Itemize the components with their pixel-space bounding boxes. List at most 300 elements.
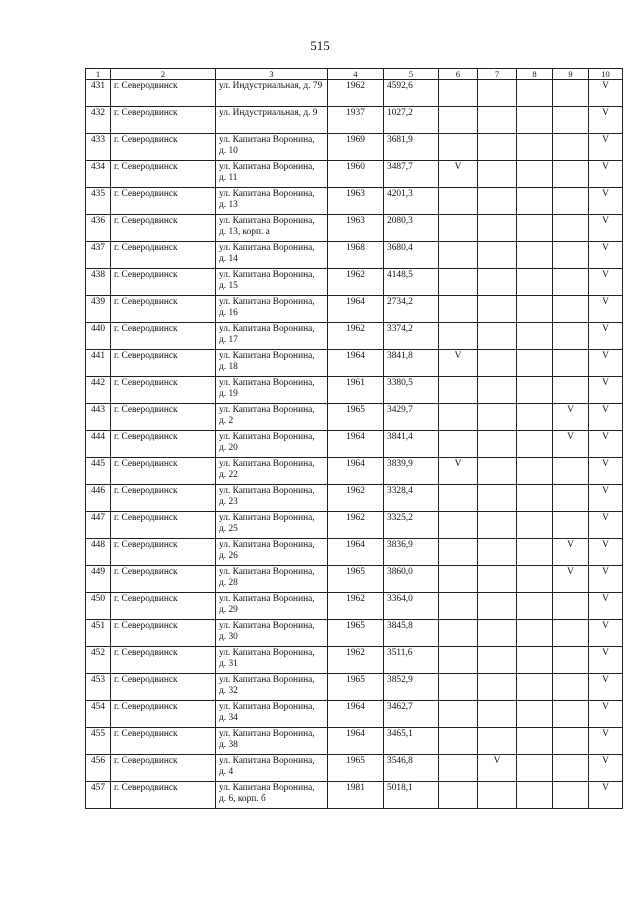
mark-col-6-cell [439,107,478,134]
mark-col-8-cell [517,674,553,701]
mark-col-7-cell [478,458,517,485]
area-cell: 3364,0 [384,593,439,620]
address-cell: ул. Капитана Воронина, д. 13 [216,188,328,215]
mark-col-6-cell [439,755,478,782]
city-cell: г. Северодвинск [111,404,216,431]
mark-col-10-cell: V [589,566,623,593]
mark-col-7-cell [478,296,517,323]
mark-col-9-cell: V [553,566,589,593]
mark-col-9-cell [553,242,589,269]
year-built-cell: 1963 [328,215,384,242]
city-cell: г. Северодвинск [111,296,216,323]
row-number-cell: 439 [86,296,111,323]
row-number-cell: 438 [86,269,111,296]
mark-col-6-cell: V [439,458,478,485]
mark-col-10-cell: V [589,620,623,647]
mark-col-10-cell: V [589,674,623,701]
area-cell: 3841,8 [384,350,439,377]
mark-col-8-cell [517,458,553,485]
area-cell: 3852,9 [384,674,439,701]
table-row [86,296,623,323]
area-cell: 3836,9 [384,539,439,566]
mark-col-9-cell [553,647,589,674]
mark-col-10-cell: V [589,242,623,269]
mark-col-9-cell: V [553,404,589,431]
address-cell: ул. Капитана Воронина, д. 34 [216,701,328,728]
address-cell: ул. Капитана Воронина, д. 26 [216,539,328,566]
mark-col-7-cell [478,107,517,134]
area-cell: 3429,7 [384,404,439,431]
row-number-cell: 449 [86,566,111,593]
mark-col-9-cell [553,674,589,701]
mark-col-7-cell [478,323,517,350]
year-built-cell: 1965 [328,620,384,647]
area-cell: 2080,3 [384,215,439,242]
year-built-cell: 1962 [328,647,384,674]
area-cell: 3680,4 [384,242,439,269]
column-header-5: 5 [384,69,439,80]
mark-col-8-cell [517,431,553,458]
city-cell: г. Северодвинск [111,782,216,809]
mark-col-10-cell: V [589,107,623,134]
city-cell: г. Северодвинск [111,377,216,404]
mark-col-7-cell [478,350,517,377]
row-number-cell: 447 [86,512,111,539]
year-built-cell: 1964 [328,458,384,485]
city-cell: г. Северодвинск [111,242,216,269]
row-number-cell: 451 [86,620,111,647]
mark-col-7-cell [478,431,517,458]
year-built-cell: 1960 [328,161,384,188]
mark-col-8-cell [517,134,553,161]
mark-col-10-cell: V [589,350,623,377]
mark-col-9-cell [553,728,589,755]
mark-col-7-cell [478,485,517,512]
address-cell: ул. Капитана Воронина, д. 38 [216,728,328,755]
year-built-cell: 1981 [328,782,384,809]
mark-col-6-cell [439,404,478,431]
address-cell: ул. Капитана Воронина, д. 17 [216,323,328,350]
mark-col-6-cell [439,431,478,458]
table-row [86,566,623,593]
mark-col-7-cell [478,242,517,269]
mark-col-7-cell [478,404,517,431]
mark-col-7-cell [478,188,517,215]
mark-col-9-cell: V [553,539,589,566]
table-row [86,620,623,647]
mark-col-6-cell [439,728,478,755]
row-number-cell: 435 [86,188,111,215]
table-row [86,593,623,620]
mark-col-7-cell [478,134,517,161]
table-row [86,485,623,512]
address-cell: ул. Капитана Воронина, д. 16 [216,296,328,323]
mark-col-8-cell [517,620,553,647]
city-cell: г. Северодвинск [111,215,216,242]
city-cell: г. Северодвинск [111,728,216,755]
mark-col-10-cell: V [589,377,623,404]
mark-col-10-cell: V [589,134,623,161]
address-cell: ул. Капитана Воронина, д. 22 [216,458,328,485]
row-number-cell: 442 [86,377,111,404]
row-number-cell: 452 [86,647,111,674]
address-cell: ул. Капитана Воронина, д. 20 [216,431,328,458]
row-number-cell: 440 [86,323,111,350]
mark-col-9-cell [553,296,589,323]
area-cell: 3546,8 [384,755,439,782]
mark-col-7-cell [478,377,517,404]
mark-col-9-cell [553,512,589,539]
mark-col-6-cell: V [439,161,478,188]
table-row [86,431,623,458]
mark-col-8-cell [517,512,553,539]
row-number-cell: 432 [86,107,111,134]
address-cell: ул. Капитана Воронина, д. 28 [216,566,328,593]
mark-col-10-cell: V [589,782,623,809]
mark-col-8-cell [517,728,553,755]
mark-col-8-cell [517,647,553,674]
mark-col-6-cell [439,296,478,323]
year-built-cell: 1962 [328,512,384,539]
year-built-cell: 1962 [328,485,384,512]
table-row [86,782,623,809]
column-header-10: 10 [589,69,623,80]
mark-col-10-cell: V [589,188,623,215]
mark-col-8-cell [517,296,553,323]
column-header-4: 4 [328,69,384,80]
mark-col-9-cell [553,485,589,512]
city-cell: г. Северодвинск [111,755,216,782]
mark-col-8-cell [517,107,553,134]
column-number-header-row [86,69,623,80]
mark-col-6-cell: V [439,350,478,377]
mark-col-10-cell: V [589,539,623,566]
mark-col-10-cell: V [589,80,623,107]
mark-col-8-cell [517,701,553,728]
area-cell: 3839,9 [384,458,439,485]
row-number-cell: 456 [86,755,111,782]
mark-col-8-cell [517,161,553,188]
mark-col-6-cell [439,701,478,728]
mark-col-8-cell [517,485,553,512]
year-built-cell: 1962 [328,593,384,620]
mark-col-8-cell [517,242,553,269]
mark-col-7-cell [478,215,517,242]
area-cell: 3465,1 [384,728,439,755]
address-cell: ул. Капитана Воронина, д. 10 [216,134,328,161]
year-built-cell: 1965 [328,566,384,593]
mark-col-9-cell [553,755,589,782]
row-number-cell: 444 [86,431,111,458]
mark-col-7-cell [478,566,517,593]
address-cell: ул. Капитана Воронина, д. 32 [216,674,328,701]
address-cell: ул. Индустриальная, д. 79 [216,80,328,107]
table-row [86,512,623,539]
city-cell: г. Северодвинск [111,620,216,647]
mark-col-9-cell [553,269,589,296]
mark-col-7-cell [478,593,517,620]
mark-col-9-cell [553,215,589,242]
page-number: 515 [310,38,330,53]
mark-col-8-cell [517,215,553,242]
mark-col-7-cell [478,161,517,188]
mark-col-9-cell [553,161,589,188]
column-header-1: 1 [86,69,111,80]
city-cell: г. Северодвинск [111,539,216,566]
year-built-cell: 1964 [328,296,384,323]
mark-col-7-cell: V [478,755,517,782]
mark-col-8-cell [517,566,553,593]
mark-col-10-cell: V [589,431,623,458]
city-cell: г. Северодвинск [111,134,216,161]
mark-col-6-cell [439,242,478,269]
row-number-cell: 434 [86,161,111,188]
table-row [86,377,623,404]
column-header-2: 2 [111,69,216,80]
mark-col-7-cell [478,269,517,296]
address-cell: ул. Капитана Воронина, д. 6, корп. б [216,782,328,809]
area-cell: 3462,7 [384,701,439,728]
table-row [86,134,623,161]
city-cell: г. Северодвинск [111,512,216,539]
mark-col-8-cell [517,593,553,620]
mark-col-10-cell: V [589,458,623,485]
row-number-cell: 457 [86,782,111,809]
city-cell: г. Северодвинск [111,269,216,296]
city-cell: г. Северодвинск [111,323,216,350]
table-row [86,269,623,296]
mark-col-8-cell [517,80,553,107]
mark-col-7-cell [478,782,517,809]
mark-col-9-cell [553,782,589,809]
year-built-cell: 1961 [328,377,384,404]
mark-col-8-cell [517,188,553,215]
year-built-cell: 1937 [328,107,384,134]
mark-col-10-cell: V [589,485,623,512]
mark-col-6-cell [439,215,478,242]
mark-col-10-cell: V [589,269,623,296]
mark-col-10-cell: V [589,161,623,188]
row-number-cell: 436 [86,215,111,242]
city-cell: г. Северодвинск [111,188,216,215]
year-built-cell: 1968 [328,242,384,269]
address-cell: ул. Капитана Воронина, д. 14 [216,242,328,269]
mark-col-6-cell [439,782,478,809]
table-row [86,350,623,377]
table-row [86,539,623,566]
year-built-cell: 1965 [328,674,384,701]
area-cell: 3841,4 [384,431,439,458]
mark-col-8-cell [517,350,553,377]
mark-col-7-cell [478,647,517,674]
mark-col-10-cell: V [589,701,623,728]
mark-col-7-cell [478,512,517,539]
mark-col-10-cell: V [589,755,623,782]
mark-col-6-cell [439,566,478,593]
column-header-7: 7 [478,69,517,80]
column-header-8: 8 [517,69,553,80]
mark-col-6-cell [439,188,478,215]
year-built-cell: 1962 [328,269,384,296]
city-cell: г. Северодвинск [111,458,216,485]
table-row [86,755,623,782]
table-row [86,404,623,431]
area-cell: 3845,8 [384,620,439,647]
address-cell: ул. Капитана Воронина, д. 11 [216,161,328,188]
mark-col-9-cell [553,323,589,350]
address-cell: ул. Капитана Воронина, д. 2 [216,404,328,431]
year-built-cell: 1964 [328,431,384,458]
year-built-cell: 1962 [328,80,384,107]
city-cell: г. Северодвинск [111,593,216,620]
address-cell: ул. Капитана Воронина, д. 31 [216,647,328,674]
row-number-cell: 454 [86,701,111,728]
mark-col-10-cell: V [589,296,623,323]
table-row [86,80,623,107]
year-built-cell: 1963 [328,188,384,215]
mark-col-9-cell [553,107,589,134]
area-cell: 1027,2 [384,107,439,134]
column-header-6: 6 [439,69,478,80]
table-row [86,728,623,755]
city-cell: г. Северодвинск [111,80,216,107]
area-cell: 3328,4 [384,485,439,512]
address-cell: ул. Капитана Воронина, д. 30 [216,620,328,647]
area-cell: 3681,9 [384,134,439,161]
row-number-cell: 433 [86,134,111,161]
mark-col-7-cell [478,80,517,107]
mark-col-6-cell [439,539,478,566]
mark-col-7-cell [478,620,517,647]
area-cell: 3511,6 [384,647,439,674]
mark-col-6-cell [439,377,478,404]
mark-col-6-cell [439,593,478,620]
mark-col-10-cell: V [589,728,623,755]
mark-col-6-cell [439,485,478,512]
mark-col-8-cell [517,755,553,782]
city-cell: г. Северодвинск [111,647,216,674]
mark-col-7-cell [478,728,517,755]
year-built-cell: 1965 [328,755,384,782]
mark-col-10-cell: V [589,647,623,674]
mark-col-6-cell [439,80,478,107]
city-cell: г. Северодвинск [111,350,216,377]
address-cell: ул. Капитана Воронина, д. 13, корп. а [216,215,328,242]
address-cell: ул. Капитана Воронина, д. 25 [216,512,328,539]
table-row [86,107,623,134]
mark-col-9-cell: V [553,431,589,458]
table-row [86,188,623,215]
table-row [86,458,623,485]
table-row [86,161,623,188]
row-number-cell: 448 [86,539,111,566]
year-built-cell: 1964 [328,728,384,755]
mark-col-6-cell [439,620,478,647]
area-cell: 3325,2 [384,512,439,539]
mark-col-8-cell [517,782,553,809]
area-cell: 2734,2 [384,296,439,323]
mark-col-8-cell [517,323,553,350]
mark-col-9-cell [553,458,589,485]
year-built-cell: 1962 [328,323,384,350]
mark-col-8-cell [517,404,553,431]
city-cell: г. Северодвинск [111,161,216,188]
area-cell: 4201,3 [384,188,439,215]
table-row [86,674,623,701]
mark-col-6-cell [439,134,478,161]
mark-col-9-cell [553,620,589,647]
mark-col-6-cell [439,674,478,701]
mark-col-10-cell: V [589,323,623,350]
mark-col-8-cell [517,269,553,296]
mark-col-9-cell [553,350,589,377]
row-number-cell: 437 [86,242,111,269]
mark-col-7-cell [478,674,517,701]
mark-col-8-cell [517,539,553,566]
year-built-cell: 1964 [328,701,384,728]
table-row [86,647,623,674]
row-number-cell: 443 [86,404,111,431]
row-number-cell: 446 [86,485,111,512]
mark-col-10-cell: V [589,215,623,242]
year-built-cell: 1969 [328,134,384,161]
area-cell: 3487,7 [384,161,439,188]
city-cell: г. Северодвинск [111,107,216,134]
area-cell: 5018,1 [384,782,439,809]
area-cell: 3860,0 [384,566,439,593]
mark-col-8-cell [517,377,553,404]
mark-col-10-cell: V [589,512,623,539]
year-built-cell: 1964 [328,539,384,566]
mark-col-9-cell [553,134,589,161]
row-number-cell: 455 [86,728,111,755]
address-cell: ул. Капитана Воронина, д. 19 [216,377,328,404]
mark-col-7-cell [478,539,517,566]
city-cell: г. Северодвинск [111,431,216,458]
address-cell: ул. Капитана Воронина, д. 4 [216,755,328,782]
row-number-cell: 450 [86,593,111,620]
housing-registry-table [85,68,623,809]
mark-col-6-cell [439,647,478,674]
address-cell: ул. Капитана Воронина, д. 15 [216,269,328,296]
table-row [86,701,623,728]
mark-col-6-cell [439,269,478,296]
year-built-cell: 1964 [328,350,384,377]
address-cell: ул. Капитана Воронина, д. 29 [216,593,328,620]
mark-col-10-cell: V [589,404,623,431]
column-header-9: 9 [553,69,589,80]
mark-col-9-cell [553,377,589,404]
city-cell: г. Северодвинск [111,674,216,701]
year-built-cell: 1965 [328,404,384,431]
table-body [86,80,623,809]
table-row [86,215,623,242]
city-cell: г. Северодвинск [111,701,216,728]
table-row [86,323,623,350]
address-cell: ул. Капитана Воронина, д. 18 [216,350,328,377]
mark-col-6-cell [439,323,478,350]
mark-col-9-cell [553,701,589,728]
area-cell: 4148,5 [384,269,439,296]
city-cell: г. Северодвинск [111,485,216,512]
area-cell: 3380,5 [384,377,439,404]
mark-col-7-cell [478,701,517,728]
row-number-cell: 445 [86,458,111,485]
mark-col-9-cell [553,188,589,215]
area-cell: 3374,2 [384,323,439,350]
table-row [86,242,623,269]
mark-col-9-cell [553,593,589,620]
